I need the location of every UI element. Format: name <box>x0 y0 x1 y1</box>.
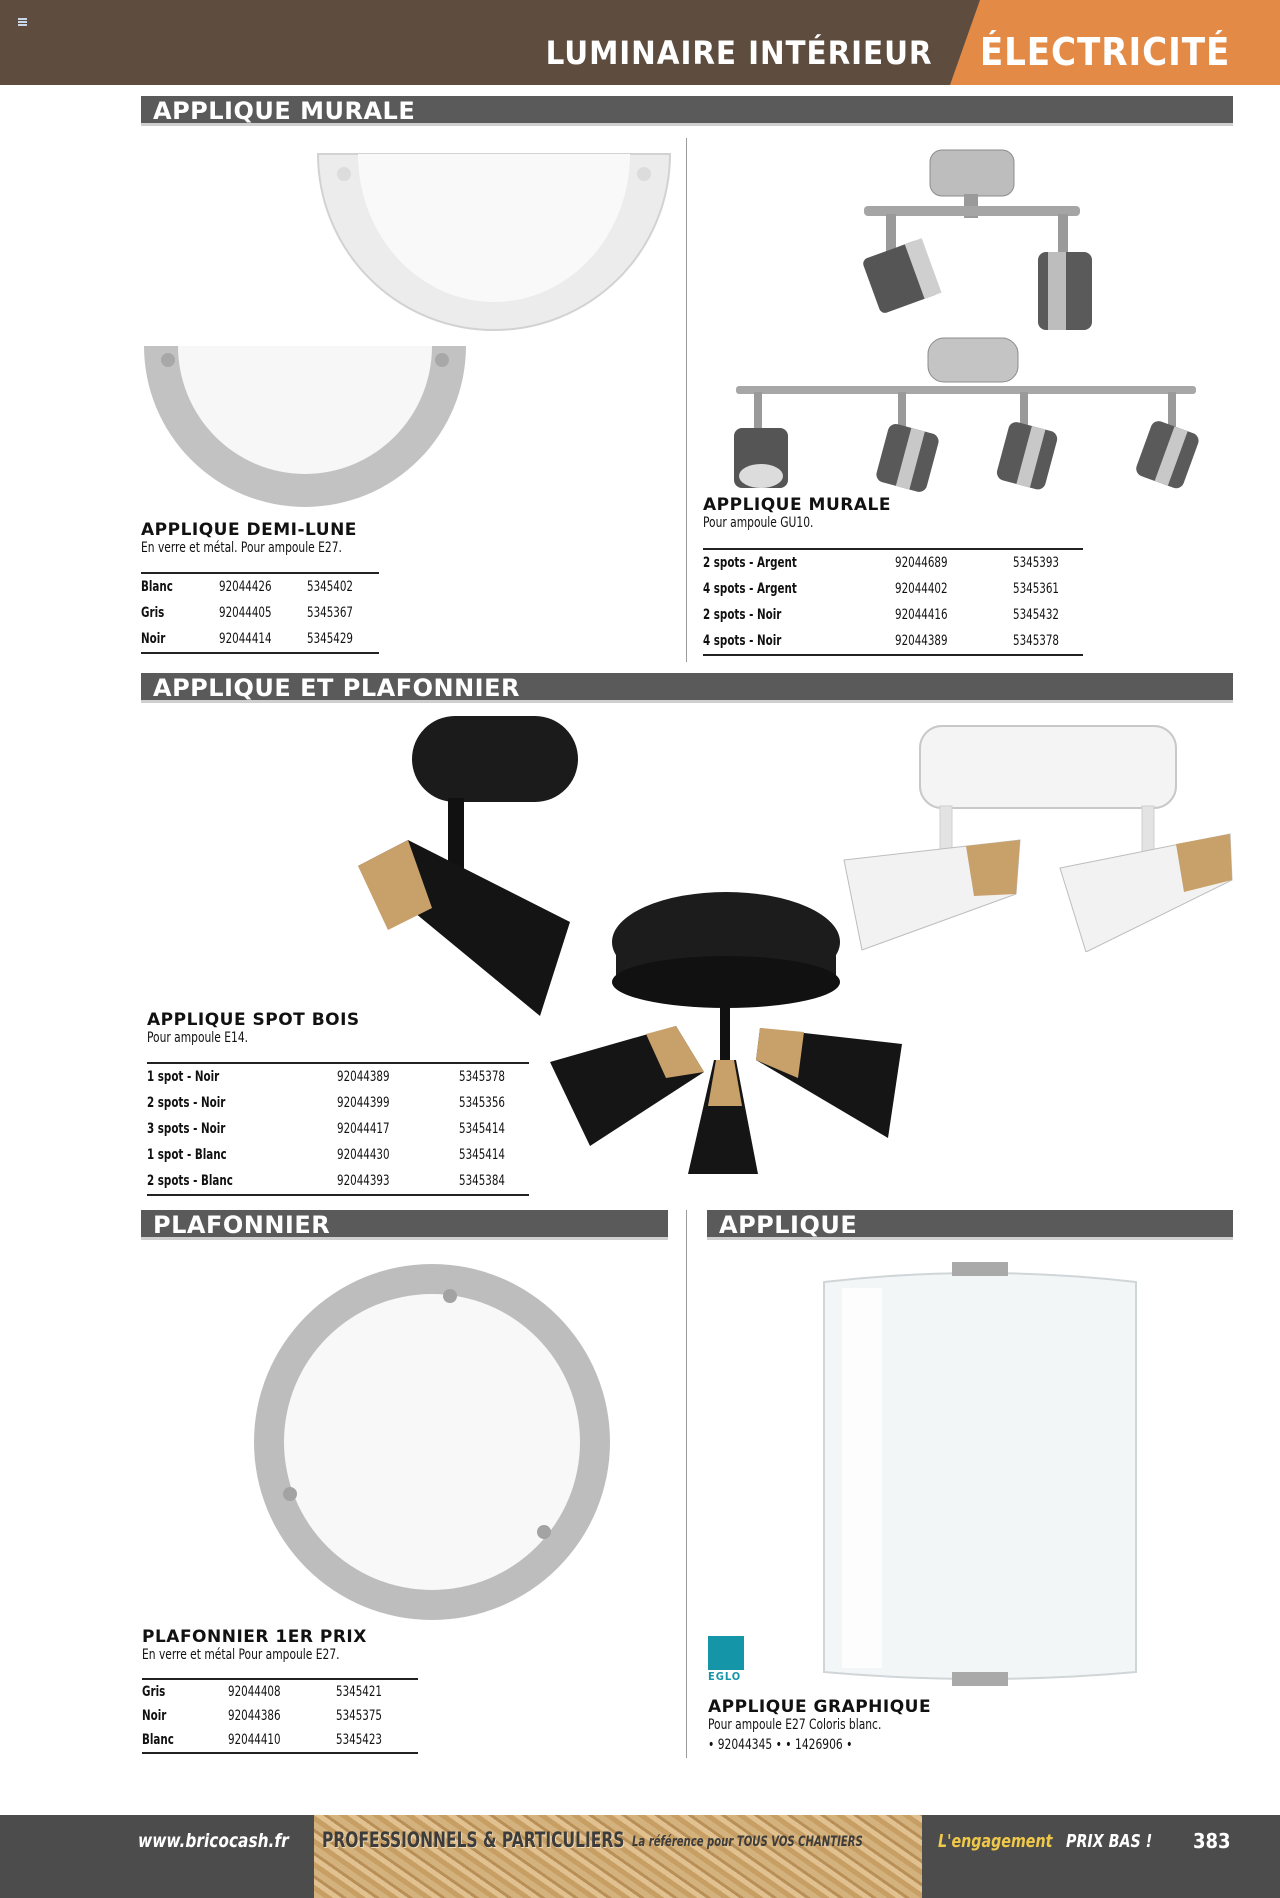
product-desc-graphique: Pour ampoule E27 Coloris blanc. <box>708 1717 882 1733</box>
demi-lune-grey-image <box>140 332 470 512</box>
product-title-spot-bois: APPLIQUE SPOT BOIS <box>147 1010 360 1030</box>
product-ref-graphique: • 92044345 • • 1426906 • <box>708 1737 853 1753</box>
table-row: Gris 92044408 5345421 <box>142 1684 382 1700</box>
product-desc-spot-bois: Pour ampoule E14. <box>147 1030 249 1046</box>
applique-2-spots-image <box>830 148 1110 338</box>
section-bar-applique: APPLIQUE <box>707 1210 1233 1240</box>
column-divider <box>686 1210 687 1758</box>
section-bar-applique-plafonnier: APPLIQUE ET PLAFONNIER <box>141 673 1233 703</box>
table-row: Noir 92044386 5345375 <box>142 1708 382 1724</box>
product-title-demi-lune: APPLIQUE DEMI-LUNE <box>141 520 357 540</box>
header-category: LUMINAIRE INTÉRIEUR <box>545 34 932 72</box>
menu-icon[interactable] <box>18 18 27 26</box>
spot-bois-noir-3-image <box>546 892 916 1182</box>
product-title-graphique: APPLIQUE GRAPHIQUE <box>708 1697 932 1717</box>
applique-4-spots-image <box>728 336 1208 496</box>
product-table-murale <box>703 548 1083 656</box>
applique-graphique-image <box>820 1260 1140 1690</box>
column-divider <box>686 138 687 662</box>
footer-tagline: PROFESSIONNELS & PARTICULIERS <box>322 1828 625 1852</box>
product-table-spot-bois <box>147 1062 529 1196</box>
table-row: 2 spots - Argent 92044689 5345393 <box>703 555 1059 571</box>
product-title-plafonnier: PLAFONNIER 1ER PRIX <box>142 1627 367 1647</box>
product-desc-murale: Pour ampoule GU10. <box>703 515 814 531</box>
eglo-logo: EGLO <box>708 1636 744 1688</box>
table-row: 2 spots - Blanc 92044393 5345384 <box>147 1173 505 1189</box>
table-row: 2 spots - Noir 92044399 5345356 <box>147 1095 505 1111</box>
product-table-plafonnier <box>142 1678 418 1754</box>
table-row: Blanc 92044426 5345402 <box>141 579 353 595</box>
footer-subtagline: La référence pour TOUS VOS CHANTIERS <box>632 1834 863 1850</box>
table-row: 1 spot - Noir 92044389 5345378 <box>147 1069 505 1085</box>
page-number: 383 <box>1193 1829 1231 1853</box>
table-row: 3 spots - Noir 92044417 5345414 <box>147 1121 505 1137</box>
product-title-murale: APPLIQUE MURALE <box>703 495 891 515</box>
demi-lune-white-image <box>314 140 674 340</box>
product-desc-demi-lune: En verre et métal. Pour ampoule E27. <box>141 540 342 556</box>
table-row: Gris 92044405 5345367 <box>141 605 353 621</box>
table-row: Blanc 92044410 5345423 <box>142 1732 382 1748</box>
table-row: 1 spot - Blanc 92044430 5345414 <box>147 1147 505 1163</box>
footer-prix-bas: PRIX BAS ! <box>1066 1831 1153 1852</box>
footer-engagement: L'engagement <box>938 1831 1053 1852</box>
section-bar-applique-murale: APPLIQUE MURALE <box>141 96 1233 126</box>
table-row: 2 spots - Noir 92044416 5345432 <box>703 607 1059 623</box>
table-row: 4 spots - Argent 92044402 5345361 <box>703 581 1059 597</box>
plafonnier-image <box>252 1262 612 1622</box>
table-row: 4 spots - Noir 92044389 5345378 <box>703 633 1059 649</box>
product-table-demi-lune <box>141 572 379 654</box>
section-bar-plafonnier: PLAFONNIER <box>141 1210 668 1240</box>
header-section: ÉLECTRICITÉ <box>979 30 1230 74</box>
footer-website-link[interactable]: www.bricocash.fr <box>138 1830 289 1852</box>
table-row: Noir 92044414 5345429 <box>141 631 353 647</box>
product-desc-plafonnier: En verre et métal Pour ampoule E27. <box>142 1647 340 1663</box>
